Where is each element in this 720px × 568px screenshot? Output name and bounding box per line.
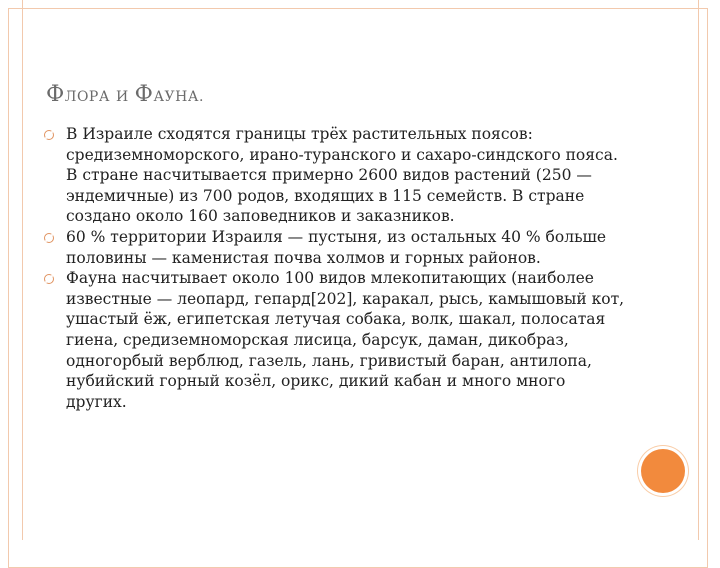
bullet-text: Фауна насчитывает около 100 видов млекопитающих (наиболее известные — леопард, гепард[202], каракал, рысь, камышовый кот, ушастый ёж, египетская летучая собака, волк, шакал, полосатая гиена, средиземноморская лисица, барсук, даман, дикобраз, одногорбый верблюд, газель, лань, гривистый баран, антилопа, нубийский горный козёл, орикс, дикий кабан и много много других. <box>66 269 625 411</box>
bullet-icon <box>44 274 54 284</box>
bullet-item <box>42 227 627 268</box>
title-initial-2: Ф <box>134 82 154 107</box>
bullet-text: 60 % территории Израиля — пустыня, из остальных 40 % больше половины — каменистая почва холмов и горных районов. <box>66 227 607 267</box>
title-conjunction: И <box>115 89 129 105</box>
right-frame-line <box>698 0 699 540</box>
bullet-icon <box>44 130 54 140</box>
left-frame-line <box>22 0 23 540</box>
title-rest-1: ЛОРА <box>64 89 110 105</box>
bullet-icon <box>44 233 54 243</box>
bullet-text: В Израиле сходятся границы трёх растительных поясов: средиземноморского, ирано-туранского и сахаро-синдского пояса. В стране насчитывается примерно 2600 видов растений (250 — эндемичные) из 700 родов, входящих в 115 семейств. В стране создано около 160 заповедников и заказников. <box>66 125 618 226</box>
title-rest-2: АУНА. <box>153 89 204 105</box>
decorative-circle <box>641 449 685 493</box>
bullet-item <box>42 124 627 227</box>
slide-title <box>46 82 204 107</box>
bullet-list <box>42 124 627 412</box>
title-initial-1: Ф <box>46 82 65 107</box>
bullet-item <box>42 268 627 412</box>
